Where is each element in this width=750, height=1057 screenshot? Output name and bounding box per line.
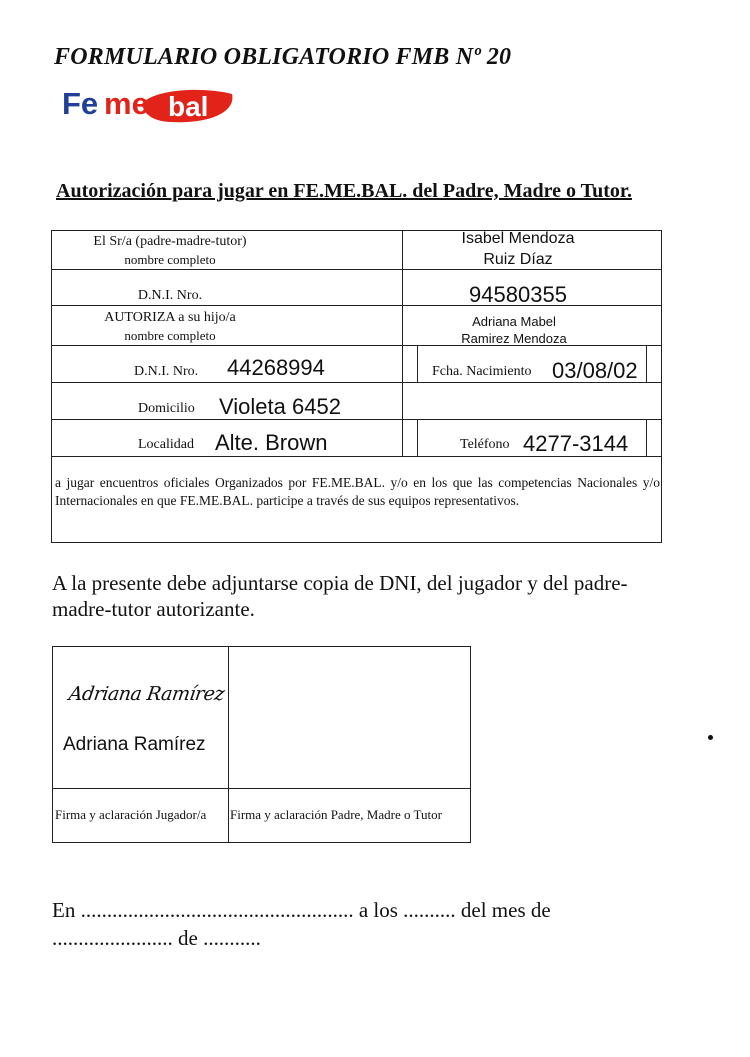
column-divider — [228, 647, 229, 842]
parent-name-line1[interactable]: Isabel Mendoza — [461, 230, 575, 247]
child-label: AUTORIZA a su hijo/a — [104, 310, 236, 325]
child-dni-value[interactable]: 44268994 — [227, 355, 325, 380]
authorization-form-table — [51, 230, 662, 543]
row-divider — [52, 419, 661, 420]
parent-dni-value[interactable]: 94580355 — [469, 282, 567, 307]
parent-signature-label: Firma y aclaración Padre, Madre o Tutor — [230, 807, 442, 822]
column-divider — [402, 231, 403, 456]
birth-date-label: Fcha. Nacimiento — [432, 364, 532, 379]
form-subtitle: Autorización para jugar en FE.ME.BAL. del Padre, Madre o Tutor. — [56, 180, 632, 202]
row-divider — [52, 305, 661, 306]
parent-name-line2[interactable]: Ruiz Díaz — [483, 251, 553, 268]
child-name-line1[interactable]: Adriana Mabel — [472, 314, 556, 329]
column-divider — [417, 419, 418, 456]
address-label: Domicilio — [138, 401, 195, 416]
parent-sublabel: nombre completo — [124, 252, 216, 267]
authorization-text: a jugar encuentros oficiales Organizados por FE.ME.BAL. y/o en los que las competencias Nacionales y/o Internacionales en que FE.ME.BAL. participe a través de sus equipos representativos. — [55, 475, 660, 508]
femebal-logo — [60, 84, 235, 126]
row-divider — [53, 788, 470, 789]
place-date-line2: ....................... de ........... — [52, 926, 261, 950]
column-divider — [417, 345, 418, 382]
logo-text-bal: bal — [168, 91, 209, 122]
attachment-note: A la presente debe adjuntarse copia de DNI, del jugador y del padre-madre-tutor autorizante. — [52, 571, 628, 621]
child-sublabel: nombre completo — [124, 328, 216, 343]
player-signature-label: Firma y aclaración Jugador/a — [55, 807, 207, 822]
row-divider — [52, 345, 661, 346]
logo-text-fe: Fe — [62, 86, 99, 121]
row-divider — [52, 269, 661, 270]
parent-dni-label: D.N.I. Nro. — [137, 288, 203, 303]
city-label: Localidad — [138, 437, 194, 452]
place-date-line1: En .................................................... a los .......... del mes de — [52, 898, 551, 922]
child-name-line2[interactable]: Ramirez Mendoza — [461, 331, 567, 346]
place-date-line — [52, 896, 692, 952]
player-signature: Adriana Ramírez — [67, 683, 226, 705]
phone-value[interactable]: 4277-3144 — [523, 431, 629, 456]
logo-text-me: me — [104, 86, 149, 121]
column-divider — [646, 419, 647, 456]
player-printed-name[interactable]: Adriana Ramírez — [63, 734, 206, 755]
parent-label: El Sr/a (padre-madre-tutor) — [93, 234, 247, 249]
stray-dot — [708, 735, 713, 740]
child-dni-label: D.N.I. Nro. — [134, 364, 199, 379]
address-value[interactable]: Violeta 6452 — [219, 394, 341, 419]
birth-date-value[interactable]: 03/08/02 — [552, 358, 638, 383]
signature-table — [52, 646, 471, 843]
form-title: FORMULARIO OBLIGATORIO FMB Nº 20 — [54, 44, 512, 70]
column-divider — [646, 345, 647, 382]
phone-label: Teléfono — [460, 437, 510, 452]
city-value[interactable]: Alte. Brown — [215, 430, 328, 455]
